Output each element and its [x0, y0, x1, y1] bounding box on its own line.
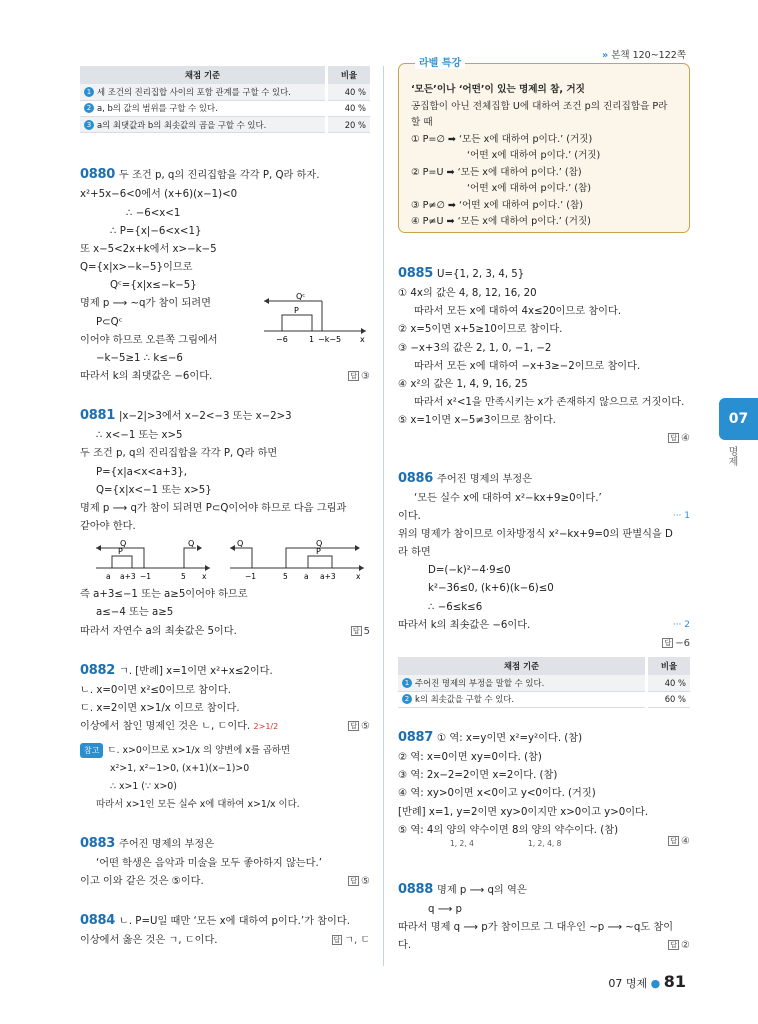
diagram-label: −k−5 [318, 335, 342, 345]
solution-line: 따라서 k의 최솟값은 −6이다. [398, 619, 531, 631]
problem-number: 0885 [398, 266, 433, 281]
solution-line: [반례] x=1, y=2이면 xy>0이지만 x>0이고 y>0이다. [398, 806, 649, 818]
lab-tag-text: 라벨 특강 [419, 58, 462, 69]
lab-item: ③ P≠∅ ➡ ‘어떤 x에 대하여 p이다.’ (참) [411, 199, 583, 211]
solution-line: x²+5x−6<0에서 (x+6)(x−1)<0 [80, 189, 238, 201]
problem-0882 [80, 659, 370, 814]
table-row [80, 100, 370, 116]
note-box [80, 742, 370, 813]
solution-line: ㄱ. [반례] x=1이면 x²+x≤2이다. [118, 665, 273, 677]
reference-text: 본책 120~122쪽 [611, 50, 686, 61]
table-header: 채점 기준 [398, 657, 647, 675]
solution-line: 즉 a+3≤−1 또는 a≥5이어야 하므로 [80, 589, 248, 601]
diagram-label: x [356, 572, 361, 582]
diagram-label: −6 [276, 335, 288, 345]
solution-line: Q={x|x<−1 또는 x>5} [96, 484, 212, 496]
solution-line: 이어야 하므로 오른쪽 그림에서 [80, 334, 218, 346]
solution-line: ∴ P={x|−6<x<1} [110, 225, 202, 237]
answer-icon: 답 [664, 638, 672, 647]
table-header: 비율 [327, 66, 371, 84]
solution-line: ② x=5이면 x+5≥10이므로 참이다. [398, 324, 563, 336]
diagram-label: −1 [245, 572, 257, 582]
diagram-label: Qᶜ [296, 293, 306, 302]
diagram-label: x [360, 335, 365, 345]
table-cell: a의 최댓값과 b의 최솟값의 곱을 구할 수 있다. [97, 119, 267, 130]
diagram-label: 1 [309, 335, 315, 345]
problem-0881 [80, 404, 370, 641]
left-column [80, 66, 370, 950]
solution-line: 명제 p ⟶ ~q가 참이 되려면 [80, 298, 211, 310]
solution-line: 주어진 명제의 부정은 [118, 838, 215, 850]
footer-chapter: 07 명제 [608, 977, 648, 990]
solution-line: ③ 역: 2x−2=2이면 x=2이다. (참) [398, 770, 558, 782]
solution-line: q ⟶ p [428, 904, 463, 916]
solution-line: 주어진 명제의 부정은 [436, 473, 533, 485]
column-divider [383, 66, 384, 966]
solution-line: ② 역: x=0이면 xy=0이다. (참) [398, 752, 542, 764]
solution-line: 두 조건 p, q의 진리집합을 각각 P, Q라 하자. [118, 170, 320, 182]
page-footer [608, 972, 686, 991]
table-row [398, 691, 690, 707]
chapter-tab: 07 [719, 398, 758, 440]
table-cell: 주어진 명제의 부정을 말할 수 있다. [415, 677, 545, 688]
note-line: ㄷ. x>0이므로 x>1/x 의 양변에 x를 곱하면 [107, 745, 290, 757]
solution-line: ∴ −6≤k≤6 [428, 601, 483, 613]
solution-line: 따라서 모든 x에 대하여 −x+3≥−2이므로 참이다. [414, 360, 641, 372]
answer [668, 433, 690, 444]
diagram-label: 5 [181, 572, 186, 582]
answer-value: 5 [363, 625, 370, 637]
solution-line: ∴ x<−1 또는 x>5 [96, 430, 183, 442]
lab-tag [415, 54, 465, 69]
diagram-label: Q [237, 540, 244, 549]
solution-line: P⊂Qᶜ [96, 316, 123, 328]
step-marker: ··· 1 [672, 510, 690, 521]
answer-value: ⑤ [361, 876, 370, 887]
answer [348, 368, 370, 386]
solution-line: 명제 p ⟶ q의 역은 [436, 884, 527, 896]
diagram-label: Q [188, 540, 195, 549]
solution-line: P={x|a<x<a+3}, [96, 466, 187, 478]
diagram-label: x [202, 572, 207, 582]
diagram-label: −1 [140, 572, 152, 582]
table-cell: 40 % [327, 100, 371, 116]
step-marker: ··· 2 [672, 619, 690, 630]
divisor-subscripts [398, 835, 690, 852]
solution-line: −k−5≥1 ∴ k≤−6 [96, 352, 183, 364]
solution-line: 이다. [398, 510, 421, 522]
diagram-label: a+3 [320, 572, 336, 582]
solution-line: U={1, 2, 3, 4, 5} [436, 269, 525, 280]
score-table-right [398, 657, 690, 708]
answer-value: ② [681, 940, 690, 952]
table-row [80, 84, 370, 100]
diagram-label: Q [120, 540, 127, 549]
solution-line: Q={x|x>−k−5}이므로 [80, 262, 193, 274]
solution-line: 명제 p ⟶ q가 참이 되려면 P⊂Q이어야 하므로 다음 그림과 [80, 502, 347, 514]
problem-number: 0887 [398, 730, 433, 745]
lab-item: ④ P≠U ➡ ‘모든 x에 대하여 p이다.’ (거짓) [411, 216, 591, 227]
circle-number: 1 [402, 678, 412, 688]
lab-item: ② P=U ➡ ‘모든 x에 대하여 p이다.’ (참) [411, 166, 582, 178]
answer [348, 718, 370, 736]
solution-line: ‘모든 실수 x에 대하여 x²−kx+9≥0이다.’ [414, 492, 602, 504]
problem-number: 0886 [398, 470, 433, 486]
answer-icon: 답 [670, 836, 678, 845]
solution-line: a≤−4 또는 a≥5 [96, 607, 174, 619]
answer [332, 932, 370, 950]
solution-line: ㄴ. P=U일 때만 ‘모든 x에 대하여 p이다.’가 참이다. [118, 916, 350, 928]
note-line: 따라서 x>1인 모든 실수 x에 대하여 x>1/x 이다. [96, 798, 300, 810]
solution-line: ① 역: x=y이면 x²=y²이다. (참) [436, 733, 583, 744]
solution-line: ④ x²의 값은 1, 4, 9, 16, 25 [398, 378, 528, 390]
solution-line: 두 조건 p, q의 진리집합을 각각 P, Q라 하면 [80, 448, 278, 460]
diagram-label: 5 [283, 572, 288, 582]
solution-line: ⑤ 역: 4의 양의 약수이면 8의 양의 약수이다. (참) [398, 824, 619, 836]
lab-item: ‘어떤 x에 대하여 p이다.’ (참) [467, 183, 592, 194]
problem-0880 [80, 163, 370, 386]
page-reference [602, 47, 686, 61]
solution-line: 따라서 모든 x에 대하여 4x≤20이므로 참이다. [414, 306, 622, 318]
solution-line: 라 하면 [398, 547, 431, 559]
table-cell: 40 % [647, 675, 691, 691]
lab-special-box [398, 58, 690, 233]
diagram-label: Q [316, 540, 323, 549]
answer [668, 836, 690, 847]
circle-number: 2 [84, 103, 94, 113]
answer-icon: 답 [350, 877, 358, 885]
answer [668, 937, 690, 955]
solution-line: ③ −x+3의 값은 2, 1, 0, −1, −2 [398, 342, 552, 354]
solution-line: D=(−k)²−4·9≤0 [428, 565, 511, 577]
diagram-label: P [316, 547, 321, 557]
answer-value: ㄱ, ㄷ [344, 935, 370, 947]
table-header: 채점 기준 [80, 66, 327, 84]
diagram-label: P [118, 547, 123, 557]
diagram-label: a [304, 572, 309, 582]
solution-line: 위의 명제가 참이므로 이차방정식 x²−kx+9=0의 판별식을 D [398, 528, 673, 540]
lab-intro: 공집합이 아닌 전체집합 U에 대하여 조건 p의 진리집합을 P라 할 때 [411, 100, 668, 128]
problem-0884 [80, 909, 370, 950]
table-cell: a, b의 값의 범위를 구할 수 있다. [97, 103, 218, 114]
table-cell: 60 % [647, 691, 691, 707]
note-line: ∴ x>1 (∵ x>0) [110, 781, 177, 792]
number-line-diagram [260, 293, 370, 345]
solution-line: ① 4x의 값은 4, 8, 12, 16, 20 [398, 288, 537, 300]
table-row [398, 675, 690, 691]
problem-number: 0882 [80, 662, 115, 678]
circle-number: 1 [84, 87, 94, 97]
note-line: x²>1, x²−1>0, (x+1)(x−1)>0 [110, 763, 250, 775]
note-tag: 참고 [80, 743, 103, 758]
solution-line: ‘어떤 학생은 음악과 미술을 모두 좋아하지 않는다.’ [96, 857, 322, 869]
problem-0888 [398, 878, 690, 956]
solution-line: 따라서 k의 최댓값은 −6이다. [80, 371, 213, 382]
problem-0886 [398, 467, 690, 708]
problem-0885 [398, 262, 690, 449]
diagram-label: a+3 [120, 572, 136, 582]
answer-value: −6 [675, 637, 690, 649]
solution-line: Qᶜ={x|x≤−k−5} [110, 280, 197, 292]
diagram-label: a [106, 572, 111, 582]
bullet-icon: ● [650, 977, 661, 990]
table-cell: 세 조건의 진리집합 사이의 포함 관계를 구할 수 있다. [97, 86, 291, 97]
solution-line: 같아야 한다. [80, 521, 136, 533]
circle-number: 2 [402, 694, 412, 704]
table-cell: 40 % [327, 84, 371, 100]
problem-0887 [398, 726, 690, 852]
answer [348, 873, 370, 891]
hint-text: 2>1/2 [253, 722, 279, 732]
answer-value: ④ [681, 433, 690, 445]
solution-line: 따라서 자연수 a의 최솟값은 5이다. [80, 625, 237, 637]
solution-line: ∴ −6<x<1 [126, 207, 181, 219]
answer-icon: 답 [333, 936, 341, 945]
solution-line: 따라서 명제 q ⟶ p가 참이므로 그 대우인 ~p ⟶ ~q도 참이 [398, 922, 674, 934]
table-row [80, 116, 370, 132]
solution-line: |x−2|>3에서 x−2<−3 또는 x−2>3 [118, 411, 292, 423]
lab-content [411, 82, 679, 231]
answer-icon: 답 [350, 372, 358, 380]
answer-icon: 답 [670, 941, 678, 950]
solution-line: 따라서 x²<1을 만족시키는 x가 존재하지 않으므로 거짓이다. [414, 397, 685, 409]
problem-0883 [80, 832, 370, 891]
problem-number: 0883 [80, 835, 115, 851]
lab-title: ‘모든’이나 ‘어떤’이 있는 명제의 참, 거짓 [411, 84, 585, 95]
solution-line: ㄴ. x=0이면 x²≤0이므로 참이다. [80, 684, 231, 696]
table-cell: 20 % [327, 116, 371, 132]
problem-number: 0880 [80, 167, 115, 183]
chapter-title: 명제 [726, 446, 737, 466]
answer-icon: 답 [670, 434, 678, 443]
score-table-left [80, 66, 370, 133]
answer-value: ⑤ [361, 721, 370, 733]
lab-item: ‘어떤 x에 대하여 p이다.’ (거짓) [467, 150, 601, 161]
problem-number: 0881 [80, 408, 115, 424]
solution-line: 이고 이와 같은 것은 ⑤이다. [80, 876, 204, 887]
answer-icon: 답 [352, 626, 360, 635]
solution-line: k²−36≤0, (k+6)(k−6)≤0 [428, 583, 554, 595]
circle-number: 3 [84, 120, 94, 130]
answer-icon: 답 [350, 722, 358, 731]
solution-line: 이상에서 옳은 것은 ㄱ, ㄷ이다. [80, 935, 218, 947]
divisor-list: 1, 2, 4 [450, 838, 474, 848]
solution-line: 다. [398, 940, 412, 952]
table-cell: k의 최솟값을 구할 수 있다. [415, 694, 515, 705]
number-line-diagram-2 [80, 540, 370, 582]
answer [662, 638, 690, 649]
divisor-list: 1, 2, 4, 8 [528, 838, 562, 848]
answer-value: ③ [361, 371, 370, 382]
diagram-label: P [294, 306, 299, 316]
solution-line: ⑤ x=1이면 x−5≠3이므로 참이다. [398, 415, 556, 427]
solution-line: ④ 역: xy>0이면 x<0이고 y<0이다. (거짓) [398, 788, 596, 800]
solution-line: 이상에서 참인 명제인 것은 ㄴ, ㄷ이다. [80, 721, 251, 733]
table-header: 비율 [647, 657, 691, 675]
problem-number: 0884 [80, 913, 115, 929]
page-number: 81 [663, 972, 686, 991]
right-column [398, 262, 690, 956]
answer-value: ④ [681, 835, 690, 847]
chevron-icon: » [602, 50, 609, 61]
answer [351, 623, 370, 641]
solution-line: ㄷ. x=2이면 x>1/x 이므로 참이다. [80, 702, 240, 714]
problem-number: 0888 [398, 881, 433, 897]
lab-item: ① P=∅ ➡ ‘모든 x에 대하여 p이다.’ (거짓) [411, 133, 593, 145]
solution-line: 또 x−5<2x+k에서 x>−k−5 [80, 243, 217, 255]
